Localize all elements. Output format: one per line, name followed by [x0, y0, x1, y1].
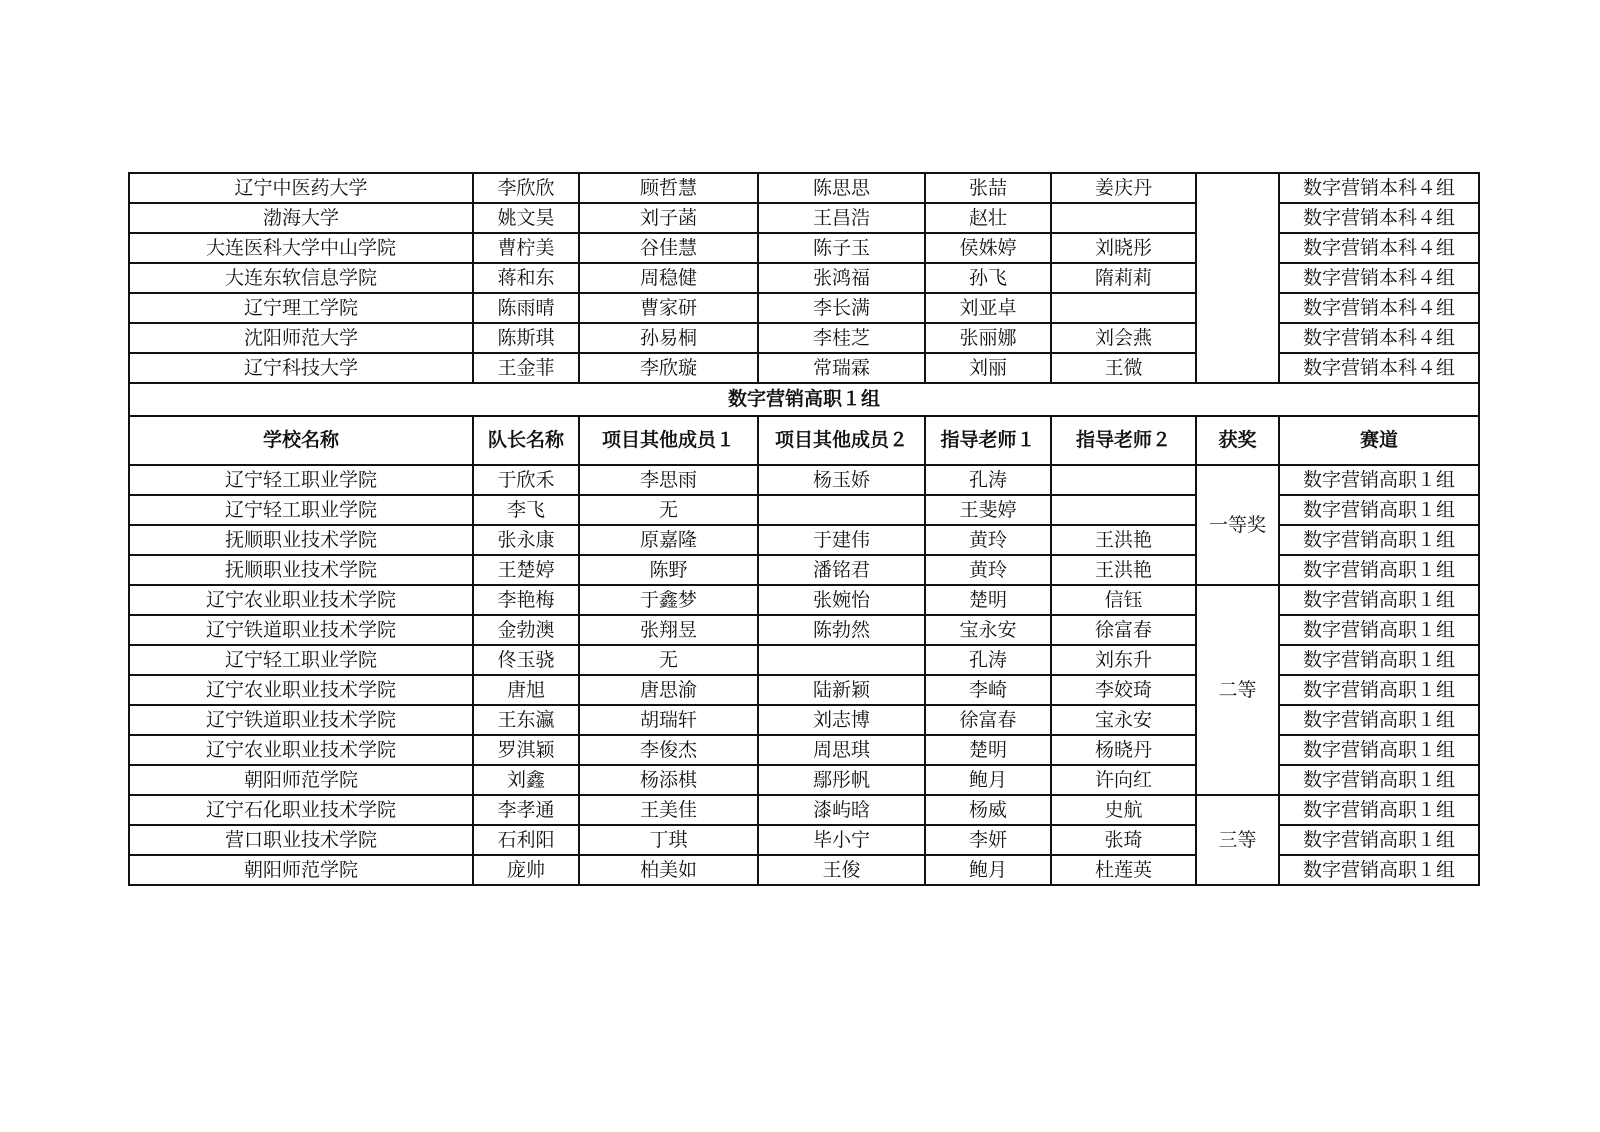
- member2-cell: 陈子玉: [758, 233, 925, 263]
- teacher2-cell: 刘东升: [1051, 645, 1196, 675]
- school-name-cell: 营口职业技术学院: [129, 825, 473, 855]
- member2-cell: 张婉怡: [758, 585, 925, 615]
- member2-cell: 漆屿晗: [758, 795, 925, 825]
- teacher2-cell: 杨晓丹: [1051, 735, 1196, 765]
- teacher1-cell: 张喆: [925, 173, 1051, 203]
- member2-cell: 杨玉娇: [758, 465, 925, 495]
- school-name-cell: 沈阳师范大学: [129, 323, 473, 353]
- section-title: 数字营销高职１组: [129, 383, 1479, 416]
- track-cell: 数字营销本科４组: [1279, 233, 1479, 263]
- teacher2-cell: 王洪艳: [1051, 555, 1196, 585]
- teacher2-cell: 刘晓彤: [1051, 233, 1196, 263]
- member2-cell: 周思琪: [758, 735, 925, 765]
- column-header: 项目其他成员２: [758, 416, 925, 465]
- track-cell: 数字营销高职１组: [1279, 555, 1479, 585]
- teacher2-cell: [1051, 293, 1196, 323]
- teacher1-cell: 李妍: [925, 825, 1051, 855]
- captain-cell: 李艳梅: [473, 585, 579, 615]
- school-name-cell: 辽宁理工学院: [129, 293, 473, 323]
- captain-cell: 曹柠美: [473, 233, 579, 263]
- teacher1-cell: 刘丽: [925, 353, 1051, 383]
- member1-cell: 无: [579, 645, 758, 675]
- table-row: [129, 585, 1479, 615]
- table-body: [129, 173, 1479, 885]
- captain-cell: 陈雨晴: [473, 293, 579, 323]
- teacher2-cell: 刘会燕: [1051, 323, 1196, 353]
- teacher1-cell: 孙飞: [925, 263, 1051, 293]
- track-cell: 数字营销高职１组: [1279, 735, 1479, 765]
- member2-cell: 王俊: [758, 855, 925, 885]
- teacher1-cell: 李崎: [925, 675, 1051, 705]
- member1-cell: 李俊杰: [579, 735, 758, 765]
- school-name-cell: 辽宁农业职业技术学院: [129, 735, 473, 765]
- captain-cell: 于欣禾: [473, 465, 579, 495]
- teacher1-cell: 侯姝婷: [925, 233, 1051, 263]
- award-cell: [1196, 173, 1279, 383]
- captain-cell: 唐旭: [473, 675, 579, 705]
- captain-cell: 李欣欣: [473, 173, 579, 203]
- table-row: [129, 173, 1479, 203]
- school-name-cell: 辽宁铁道职业技术学院: [129, 705, 473, 735]
- teacher1-cell: 楚明: [925, 585, 1051, 615]
- school-name-cell: 辽宁轻工职业学院: [129, 495, 473, 525]
- track-cell: 数字营销高职１组: [1279, 645, 1479, 675]
- teacher2-cell: 徐富春: [1051, 615, 1196, 645]
- table-row: [129, 465, 1479, 495]
- member2-cell: 常瑞霖: [758, 353, 925, 383]
- captain-cell: 姚文昊: [473, 203, 579, 233]
- teacher1-cell: 楚明: [925, 735, 1051, 765]
- member1-cell: 谷佳慧: [579, 233, 758, 263]
- section-row: [129, 383, 1479, 416]
- teacher2-cell: 杜莲英: [1051, 855, 1196, 885]
- teacher1-cell: 黄玲: [925, 525, 1051, 555]
- column-header: 赛道: [1279, 416, 1479, 465]
- captain-cell: 佟玉骁: [473, 645, 579, 675]
- school-name-cell: 辽宁农业职业技术学院: [129, 585, 473, 615]
- school-name-cell: 辽宁石化职业技术学院: [129, 795, 473, 825]
- captain-cell: 张永康: [473, 525, 579, 555]
- track-cell: 数字营销高职１组: [1279, 795, 1479, 825]
- track-cell: 数字营销高职１组: [1279, 525, 1479, 555]
- captain-cell: 陈斯琪: [473, 323, 579, 353]
- captain-cell: 王楚婷: [473, 555, 579, 585]
- school-name-cell: 辽宁轻工职业学院: [129, 465, 473, 495]
- teacher1-cell: 赵壮: [925, 203, 1051, 233]
- member1-cell: 张翔昱: [579, 615, 758, 645]
- teacher2-cell: 张琦: [1051, 825, 1196, 855]
- teacher1-cell: 孔涛: [925, 645, 1051, 675]
- member1-cell: 周稳健: [579, 263, 758, 293]
- track-cell: 数字营销高职１组: [1279, 585, 1479, 615]
- track-cell: 数字营销本科４组: [1279, 353, 1479, 383]
- member2-cell: 陆新颖: [758, 675, 925, 705]
- track-cell: 数字营销高职１组: [1279, 495, 1479, 525]
- member2-cell: [758, 645, 925, 675]
- track-cell: 数字营销高职１组: [1279, 825, 1479, 855]
- track-cell: 数字营销本科４组: [1279, 323, 1479, 353]
- results-table: [128, 172, 1480, 886]
- member1-cell: 胡瑞轩: [579, 705, 758, 735]
- track-cell: 数字营销高职１组: [1279, 765, 1479, 795]
- member2-cell: 李桂芝: [758, 323, 925, 353]
- captain-cell: 庞帅: [473, 855, 579, 885]
- school-name-cell: 辽宁铁道职业技术学院: [129, 615, 473, 645]
- teacher1-cell: 杨威: [925, 795, 1051, 825]
- member1-cell: 无: [579, 495, 758, 525]
- teacher2-cell: [1051, 495, 1196, 525]
- teacher2-cell: 许向红: [1051, 765, 1196, 795]
- member1-cell: 唐思渝: [579, 675, 758, 705]
- member1-cell: 原嘉隆: [579, 525, 758, 555]
- teacher1-cell: 徐富春: [925, 705, 1051, 735]
- member1-cell: 于鑫梦: [579, 585, 758, 615]
- track-cell: 数字营销高职１组: [1279, 465, 1479, 495]
- teacher2-cell: 史航: [1051, 795, 1196, 825]
- captain-cell: 李飞: [473, 495, 579, 525]
- teacher1-cell: 宝永安: [925, 615, 1051, 645]
- teacher1-cell: 黄玲: [925, 555, 1051, 585]
- member2-cell: 李长满: [758, 293, 925, 323]
- member1-cell: 孙易桐: [579, 323, 758, 353]
- captain-cell: 金勃澳: [473, 615, 579, 645]
- member2-cell: 鄢彤帆: [758, 765, 925, 795]
- member2-cell: 于建伟: [758, 525, 925, 555]
- school-name-cell: 大连医科大学中山学院: [129, 233, 473, 263]
- track-cell: 数字营销高职１组: [1279, 705, 1479, 735]
- school-name-cell: 辽宁中医药大学: [129, 173, 473, 203]
- teacher2-cell: [1051, 465, 1196, 495]
- teacher2-cell: 隋莉莉: [1051, 263, 1196, 293]
- column-header: 指导老师１: [925, 416, 1051, 465]
- member2-cell: [758, 495, 925, 525]
- captain-cell: 李孝通: [473, 795, 579, 825]
- track-cell: 数字营销本科４组: [1279, 203, 1479, 233]
- header-row: [129, 416, 1479, 465]
- captain-cell: 石利阳: [473, 825, 579, 855]
- captain-cell: 蒋和东: [473, 263, 579, 293]
- captain-cell: 刘鑫: [473, 765, 579, 795]
- track-cell: 数字营销本科４组: [1279, 173, 1479, 203]
- teacher2-cell: 宝永安: [1051, 705, 1196, 735]
- member1-cell: 顾哲慧: [579, 173, 758, 203]
- column-header: 学校名称: [129, 416, 473, 465]
- award-cell: 三等: [1196, 795, 1279, 885]
- school-name-cell: 朝阳师范学院: [129, 765, 473, 795]
- school-name-cell: 辽宁农业职业技术学院: [129, 675, 473, 705]
- member1-cell: 杨添棋: [579, 765, 758, 795]
- column-header: 队长名称: [473, 416, 579, 465]
- award-cell: 一等奖: [1196, 465, 1279, 585]
- teacher1-cell: 张丽娜: [925, 323, 1051, 353]
- column-header: 项目其他成员１: [579, 416, 758, 465]
- track-cell: 数字营销高职１组: [1279, 615, 1479, 645]
- member2-cell: 张鸿福: [758, 263, 925, 293]
- member1-cell: 曹家研: [579, 293, 758, 323]
- school-name-cell: 抚顺职业技术学院: [129, 555, 473, 585]
- captain-cell: 王东瀛: [473, 705, 579, 735]
- school-name-cell: 朝阳师范学院: [129, 855, 473, 885]
- member2-cell: 王昌浩: [758, 203, 925, 233]
- member2-cell: 陈思思: [758, 173, 925, 203]
- school-name-cell: 辽宁科技大学: [129, 353, 473, 383]
- teacher2-cell: [1051, 203, 1196, 233]
- track-cell: 数字营销本科４组: [1279, 293, 1479, 323]
- track-cell: 数字营销高职１组: [1279, 855, 1479, 885]
- member1-cell: 丁琪: [579, 825, 758, 855]
- column-header: 获奖: [1196, 416, 1279, 465]
- teacher1-cell: 刘亚卓: [925, 293, 1051, 323]
- member1-cell: 王美佳: [579, 795, 758, 825]
- member2-cell: 毕小宁: [758, 825, 925, 855]
- member1-cell: 李思雨: [579, 465, 758, 495]
- captain-cell: 王金菲: [473, 353, 579, 383]
- column-header: 指导老师２: [1051, 416, 1196, 465]
- teacher2-cell: 信钰: [1051, 585, 1196, 615]
- school-name-cell: 辽宁轻工职业学院: [129, 645, 473, 675]
- table-row: [129, 795, 1479, 825]
- track-cell: 数字营销本科４组: [1279, 263, 1479, 293]
- teacher2-cell: 王洪艳: [1051, 525, 1196, 555]
- member2-cell: 潘铭君: [758, 555, 925, 585]
- award-cell: 二等: [1196, 585, 1279, 795]
- member2-cell: 刘志博: [758, 705, 925, 735]
- school-name-cell: 渤海大学: [129, 203, 473, 233]
- captain-cell: 罗淇颖: [473, 735, 579, 765]
- school-name-cell: 抚顺职业技术学院: [129, 525, 473, 555]
- teacher2-cell: 姜庆丹: [1051, 173, 1196, 203]
- school-name-cell: 大连东软信息学院: [129, 263, 473, 293]
- teacher2-cell: 王微: [1051, 353, 1196, 383]
- member1-cell: 刘子菡: [579, 203, 758, 233]
- teacher1-cell: 孔涛: [925, 465, 1051, 495]
- member1-cell: 李欣璇: [579, 353, 758, 383]
- member1-cell: 柏美如: [579, 855, 758, 885]
- teacher2-cell: 李姣琦: [1051, 675, 1196, 705]
- member2-cell: 陈勃然: [758, 615, 925, 645]
- member1-cell: 陈野: [579, 555, 758, 585]
- teacher1-cell: 王斐婷: [925, 495, 1051, 525]
- teacher1-cell: 鲍月: [925, 765, 1051, 795]
- track-cell: 数字营销高职１组: [1279, 675, 1479, 705]
- teacher1-cell: 鲍月: [925, 855, 1051, 885]
